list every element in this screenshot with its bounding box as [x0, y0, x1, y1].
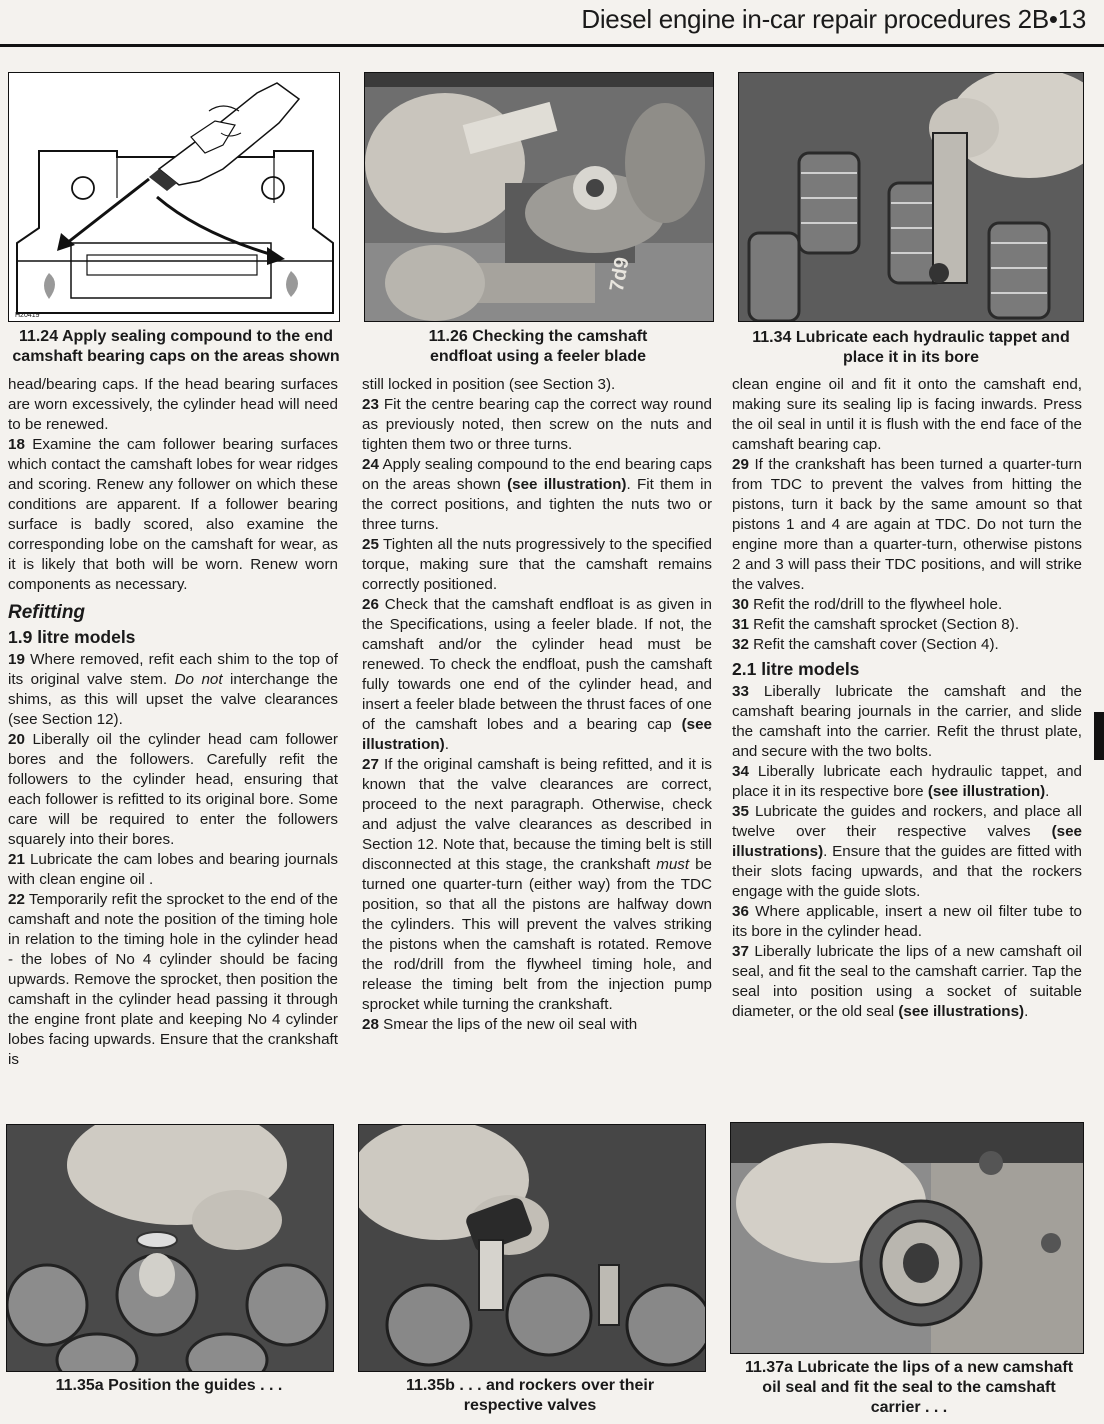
- running-head: Diesel engine in-car repair procedures 2B•13: [581, 4, 1086, 34]
- step-text: Lubricate the cam lobes and bearing journals with clean engine oil .: [8, 851, 338, 888]
- caption-11-35a: 11.35a Position the guides . . .: [55, 1377, 283, 1394]
- step-text: If the crankshaft has been turned a quarter-turn from TDC to prevent the valves from hitting the pistons, turn it back by the same amount so that pistons 1 and 4 are again at TDC. Do not turn the engine more than a quarter-turn, otherwise pistons 2 and 3 will pass their TDC positions, and will strike the valves.: [732, 456, 1082, 593]
- step-text: . Fit them in the correct positions, and tighten the nuts two or three turns.: [362, 476, 712, 533]
- paragraph-28: [362, 1015, 712, 1035]
- chapter-thumb-tab: [1094, 712, 1104, 760]
- step-number: 18: [8, 436, 25, 453]
- paragraph-33: [732, 682, 1082, 762]
- caption-11-26: 11.26 Checking the camshaft endfloat using a feeler blade: [428, 328, 648, 365]
- figure-11-35b-photo: [358, 1124, 706, 1372]
- step-text: If the original camshaft is being refitted, and it is known that the valve clearances are correct, proceed to the next paragraph. Otherwise, check and adjust the valve clearances as described in Section 12. Note that, because the timing belt is still disconnected at this stage, the crankshaft: [362, 756, 712, 873]
- paragraph-35: [732, 802, 1082, 902]
- paragraph-25: [362, 535, 712, 595]
- step-number: 24: [362, 456, 379, 473]
- step-text: Refit the camshaft sprocket (Section 8).: [753, 616, 1020, 633]
- caption-11-24: 11.24 Apply sealing compound to the end camshaft bearing caps on the areas shown: [12, 328, 340, 365]
- step-number: 23: [362, 396, 379, 413]
- step-text: Check that the camshaft endfloat is as given in the Specifications, using a feeler blade. If not, the camshaft and/or the cylinder head must be renewed. To check the endfloat, push the camshaft fully towards one end of the cylinder head, and insert a feeler blade between the thrust faces of one of the camshaft lobes and a bearing cap: [362, 596, 712, 733]
- drawing-reference-tag: H20419: [15, 312, 40, 319]
- step-text: .: [1045, 783, 1050, 800]
- header-rule: [0, 44, 1104, 47]
- paragraph-19: [8, 650, 338, 730]
- paragraph-continued: head/bearing caps. If the head bearing surfaces are worn excessively, the cylinder head will need to be renewed.: [8, 376, 338, 433]
- paragraph-20: [8, 730, 338, 850]
- step-text: Liberally oil the cylinder head cam follower bores and the followers. Carefully refit the followers to the cylinder head, ensuring that each follower is refitted to its original bore. Some care will be required to enter the followers squarely into their bores.: [8, 731, 338, 848]
- see-illustration-link[interactable]: (see illustration): [362, 716, 712, 753]
- paragraph-continued: still locked in position (see Section 3).: [362, 376, 616, 393]
- figure-11-26-photo: [364, 72, 714, 322]
- step-text: be turned one quarter-turn (either way) from the TDC position, so that all the pistons are halfway down the cylinders. This will prevent the valves striking the pistons when the camshaft is rotated. Remove the rod/drill from the flywheel timing hole, and release the timing belt from the injection pump sprocket while turning the crankshaft.: [362, 856, 712, 1013]
- paragraph-37: [732, 942, 1082, 1022]
- text-column-2: [362, 375, 712, 1035]
- heading-2-1-litre: 2.1 litre models: [732, 659, 860, 679]
- paragraph-36: [732, 902, 1082, 942]
- paragraph-continued: clean engine oil and fit it onto the camshaft end, making sure its sealing lip is facing inwards. Press the oil seal in until it is flush with the end face of the camshaft bearing cap.: [732, 376, 1082, 453]
- paragraph-32: [732, 635, 1082, 655]
- step-number: 22: [8, 891, 25, 908]
- step-text: Liberally lubricate the lips of a new camshaft oil seal, and fit the seal to the camshaft carrier. Tap the seal into position using a socket of suitable diameter, or the old seal: [732, 943, 1082, 1020]
- step-number: 36: [732, 903, 749, 920]
- step-text: Fit the centre bearing cap the correct way round as previously noted, then screw on the nuts and tighten them two or three turns.: [362, 396, 712, 453]
- paragraph-30: [732, 595, 1082, 615]
- paragraph-34: [732, 762, 1082, 802]
- step-number: 35: [732, 803, 749, 820]
- step-number: 25: [362, 536, 379, 553]
- step-text: Liberally lubricate the camshaft and the camshaft bearing journals in the carrier, and slide the camshaft into the carrier. Refit the thrust plate, and secure with the two bolts.: [732, 683, 1082, 760]
- see-illustration-link[interactable]: (see illustration): [927, 783, 1046, 800]
- caption-11-34: 11.34 Lubricate each hydraulic tappet and place it in its bore: [752, 329, 1070, 366]
- step-number: 20: [8, 731, 25, 748]
- see-illustration-link[interactable]: (see illustration): [507, 476, 627, 493]
- step-number: 28: [362, 1016, 379, 1033]
- step-text: Apply sealing compound to the end bearing caps on the areas shown: [362, 456, 712, 493]
- step-text: Examine the cam follower bearing surfaces which contact the camshaft lobes for wear ridges and scoring. Renew any follower on which these conditions are apparent. If a follower bearing surface is badly scored, also examine the corresponding lobe on the camshaft for wear, as it is likely that both will be worn. Renew worn components as necessary.: [8, 436, 338, 593]
- part-stamp: 7d9: [605, 255, 634, 294]
- step-text: Refit the rod/drill to the flywheel hole.: [753, 596, 1003, 613]
- caption-11-35b: 11.35b . . . and rockers over their respective valves: [405, 1377, 655, 1414]
- figure-11-35a-photo: [6, 1124, 334, 1372]
- step-number: 26: [362, 596, 379, 613]
- paragraph-31: [732, 615, 1082, 635]
- step-number: 32: [732, 636, 749, 653]
- step-number: 27: [362, 756, 379, 773]
- step-number: 30: [732, 596, 749, 613]
- step-text: Refit the camshaft cover (Section 4).: [753, 636, 999, 653]
- figure-11-34-photo: [738, 72, 1084, 322]
- see-illustrations-link[interactable]: (see illustrations): [898, 1003, 1025, 1020]
- step-text: . Ensure that the guides are fitted with their slots facing upwards, and that the rockers engage with the guide slots.: [732, 843, 1082, 900]
- step-text: Where removed, refit each shim to the top of its original valve stem.: [8, 651, 338, 688]
- emphasis: Do not: [174, 671, 223, 688]
- step-text: Liberally lubricate each hydraulic tappet, and place it in its respective bore: [732, 763, 1082, 800]
- figure-11-37a-photo: [730, 1122, 1084, 1354]
- figure-11-24-drawing: [8, 72, 340, 322]
- paragraph-22: [8, 890, 338, 1070]
- step-text: Lubricate the guides and rockers, and place all twelve over their respective valves: [732, 803, 1082, 840]
- step-text: .: [1024, 1003, 1029, 1020]
- paragraph-26: [362, 595, 712, 755]
- text-column-1: [8, 375, 338, 1070]
- step-number: 37: [732, 943, 749, 960]
- step-number: 34: [732, 763, 749, 780]
- page-header: [0, 0, 1104, 46]
- see-illustrations-link[interactable]: (see illustrations): [732, 823, 1082, 860]
- step-number: 29: [732, 456, 749, 473]
- step-number: 33: [732, 683, 749, 700]
- paragraph-29: [732, 455, 1082, 595]
- step-number: 19: [8, 651, 25, 668]
- heading-refitting: Refitting: [8, 602, 86, 623]
- step-text: Temporarily refit the sprocket to the end of the camshaft and note the position of the timing hole in relation to the timing hole in the cylinder head - the lobes of No 4 cylinder should be facing upwards. Remove the sprocket, then position the camshaft in the cylinder head passing it through the engine front plate and keeping No 4 cylinder lobes facing upwards. Ensure that the crankshaft is: [8, 891, 338, 1068]
- paragraph-27: [362, 755, 712, 1015]
- step-number: 21: [8, 851, 25, 868]
- paragraph-18: [8, 435, 338, 595]
- caption-11-37a: 11.37a Lubricate the lips of a new camshaft oil seal and fit the seal to the camshaft carrier . . .: [744, 1359, 1074, 1416]
- heading-1-9-litre: 1.9 litre models: [8, 627, 136, 647]
- step-text: .: [444, 736, 449, 753]
- step-text: interchange the shims, as this will upset the valve clearances (see Section 12).: [8, 671, 338, 728]
- step-text: Where applicable, insert a new oil filter tube to its bore in the cylinder head.: [732, 903, 1082, 940]
- emphasis: must: [656, 856, 690, 873]
- step-text: Tighten all the nuts progressively to the specified torque, making sure that the camshaft remains correctly positioned.: [362, 536, 712, 593]
- text-column-3: [732, 375, 1082, 1022]
- paragraph-23: [362, 395, 712, 455]
- paragraph-24: [362, 455, 712, 535]
- step-text: Smear the lips of the new oil seal with: [383, 1016, 638, 1033]
- paragraph-21: [8, 850, 338, 890]
- step-number: 31: [732, 616, 749, 633]
